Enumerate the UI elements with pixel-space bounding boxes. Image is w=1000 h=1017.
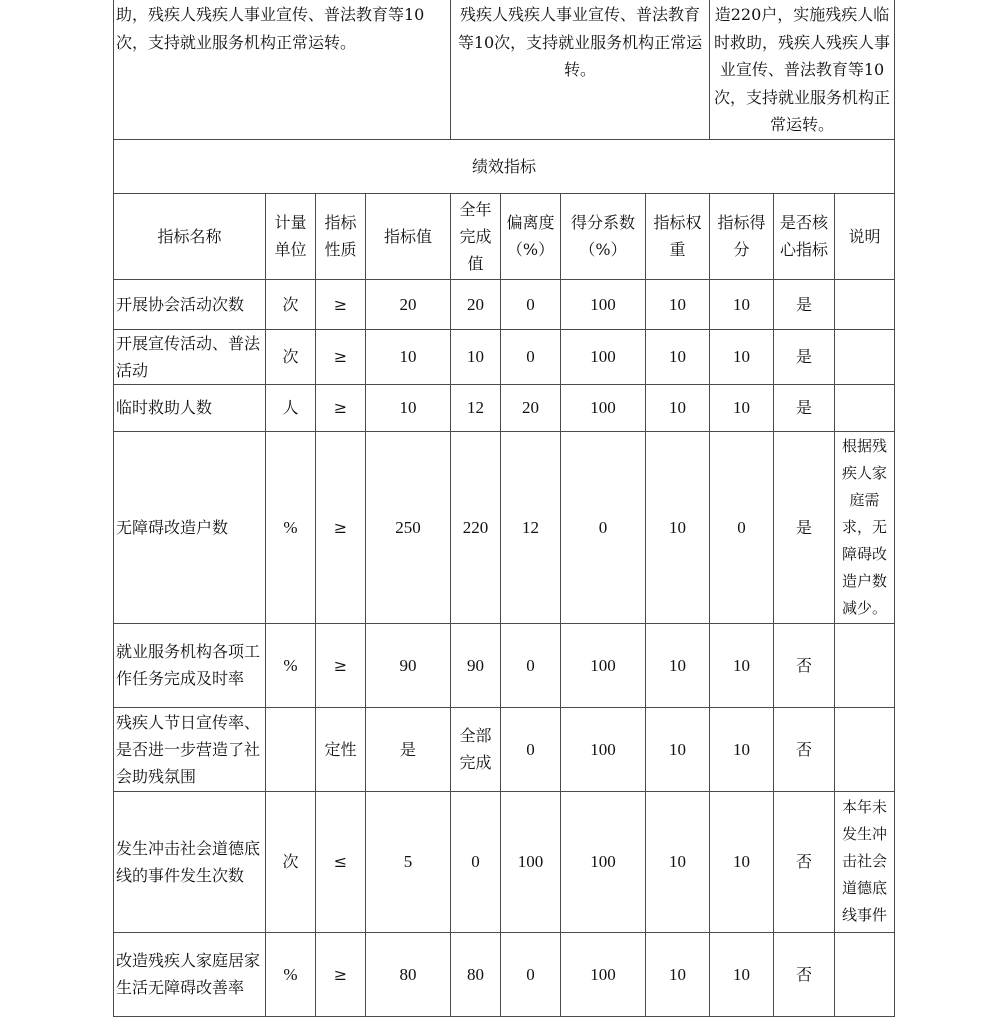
cell-coef: 100: [561, 279, 646, 329]
cell-unit: %: [266, 932, 316, 1016]
cell-coef: 100: [561, 384, 646, 431]
cell-note: 本年未发生冲击社会道德底线事件: [835, 791, 895, 932]
cell-nature: ≥: [316, 384, 366, 431]
cell-coef: 100: [561, 329, 646, 384]
cell-deviation: 0: [501, 932, 561, 1016]
header-weight: 指标权重: [646, 193, 710, 279]
performance-table-document: [113, 0, 895, 1017]
table-row: [114, 791, 895, 932]
cell-name: 发生冲击社会道德底线的事件发生次数: [114, 791, 266, 932]
cell-unit: %: [266, 431, 316, 623]
cell-deviation: 20: [501, 384, 561, 431]
table-row: [114, 623, 895, 707]
cell-target: 80: [366, 932, 451, 1016]
header-score-coef: 得分系数（%）: [561, 193, 646, 279]
header-deviation: 偏离度（%）: [501, 193, 561, 279]
cell-name: 无障碍改造户数: [114, 431, 266, 623]
cell-actual: 0: [451, 791, 501, 932]
cell-deviation: 0: [501, 707, 561, 791]
header-indicator-name: 指标名称: [114, 193, 266, 279]
cell-nature: ≤: [316, 791, 366, 932]
table-row: [114, 932, 895, 1016]
cell-deviation: 0: [501, 329, 561, 384]
cell-actual: 80: [451, 932, 501, 1016]
cell-core: 否: [774, 932, 835, 1016]
cell-weight: 10: [646, 384, 710, 431]
cell-score: 10: [710, 384, 774, 431]
cell-note: [835, 623, 895, 707]
header-note: 说明: [835, 193, 895, 279]
cell-nature: ≥: [316, 431, 366, 623]
cell-target: 10: [366, 384, 451, 431]
cell-target: 5: [366, 791, 451, 932]
table-row: [114, 431, 895, 623]
cell-weight: 10: [646, 791, 710, 932]
cell-core: 是: [774, 431, 835, 623]
cell-name: 开展协会活动次数: [114, 279, 266, 329]
cell-nature: ≥: [316, 932, 366, 1016]
cell-core: 是: [774, 329, 835, 384]
cell-weight: 10: [646, 329, 710, 384]
cell-note: [835, 329, 895, 384]
cell-core: 是: [774, 384, 835, 431]
cell-core: 否: [774, 791, 835, 932]
cell-name: 开展宣传活动、普法活动: [114, 329, 266, 384]
cell-coef: 0: [561, 431, 646, 623]
cell-unit: 次: [266, 279, 316, 329]
cell-note: [835, 707, 895, 791]
cell-name: 改造残疾人家庭居家生活无障碍改善率: [114, 932, 266, 1016]
header-core: 是否核心指标: [774, 193, 835, 279]
cell-core: 否: [774, 707, 835, 791]
cell-weight: 10: [646, 623, 710, 707]
cell-score: 10: [710, 932, 774, 1016]
cell-unit: 次: [266, 329, 316, 384]
cell-unit: %: [266, 623, 316, 707]
table-row: [114, 707, 895, 791]
cell-weight: 10: [646, 707, 710, 791]
cell-note: [835, 932, 895, 1016]
header-target: 指标值: [366, 193, 451, 279]
cell-target: 10: [366, 329, 451, 384]
table-row: [114, 279, 895, 329]
cell-coef: 100: [561, 932, 646, 1016]
cell-score: 0: [710, 431, 774, 623]
cell-name: 临时救助人数: [114, 384, 266, 431]
header-score: 指标得分: [710, 193, 774, 279]
cell-actual: 20: [451, 279, 501, 329]
cell-name: 就业服务机构各项工作任务完成及时率: [114, 623, 266, 707]
table-row: [114, 384, 895, 431]
cell-unit: [266, 707, 316, 791]
cell-coef: 100: [561, 791, 646, 932]
header-row: [114, 193, 895, 279]
cell-actual: 10: [451, 329, 501, 384]
cell-nature: ≥: [316, 623, 366, 707]
cell-weight: 10: [646, 279, 710, 329]
cell-deviation: 12: [501, 431, 561, 623]
section-title: 绩效指标: [114, 139, 895, 193]
section-title-row: [114, 139, 895, 193]
cell-actual: 220: [451, 431, 501, 623]
cell-note: [835, 279, 895, 329]
cell-actual: 12: [451, 384, 501, 431]
cell-weight: 10: [646, 431, 710, 623]
cell-name: 残疾人节日宣传率、是否进一步营造了社会助残氛围: [114, 707, 266, 791]
cell-target: 是: [366, 707, 451, 791]
goal-text-col1: 助，残疾人残疾人事业宣传、普法教育等10次，支持就业服务机构正常运转。: [114, 0, 451, 139]
cell-note: [835, 384, 895, 431]
cell-score: 10: [710, 279, 774, 329]
goal-summary-row: [114, 0, 895, 139]
cell-target: 250: [366, 431, 451, 623]
cell-core: 否: [774, 623, 835, 707]
cell-nature: ≥: [316, 329, 366, 384]
goal-text-col3: 造220户，实施残疾人临时救助，残疾人残疾人事业宣传、普法教育等10次，支持就业服务机构正常运转。: [710, 0, 895, 139]
cell-deviation: 100: [501, 791, 561, 932]
cell-score: 10: [710, 707, 774, 791]
cell-deviation: 0: [501, 623, 561, 707]
cell-note: 根据残疾人家庭需求，无障碍改造户数减少。: [835, 431, 895, 623]
cell-core: 是: [774, 279, 835, 329]
cell-score: 10: [710, 791, 774, 932]
cell-nature: 定性: [316, 707, 366, 791]
cell-target: 20: [366, 279, 451, 329]
header-unit: 计量单位: [266, 193, 316, 279]
header-actual: 全年完成值: [451, 193, 501, 279]
cell-nature: ≥: [316, 279, 366, 329]
performance-table: [113, 0, 895, 1017]
cell-deviation: 0: [501, 279, 561, 329]
cell-weight: 10: [646, 932, 710, 1016]
table-row: [114, 329, 895, 384]
cell-coef: 100: [561, 707, 646, 791]
goal-text-col2: 残疾人残疾人事业宣传、普法教育等10次，支持就业服务机构正常运转。: [451, 0, 710, 139]
header-nature: 指标性质: [316, 193, 366, 279]
cell-score: 10: [710, 329, 774, 384]
cell-actual: 90: [451, 623, 501, 707]
cell-actual: 全部完成: [451, 707, 501, 791]
cell-score: 10: [710, 623, 774, 707]
cell-coef: 100: [561, 623, 646, 707]
cell-unit: 人: [266, 384, 316, 431]
cell-unit: 次: [266, 791, 316, 932]
cell-target: 90: [366, 623, 451, 707]
